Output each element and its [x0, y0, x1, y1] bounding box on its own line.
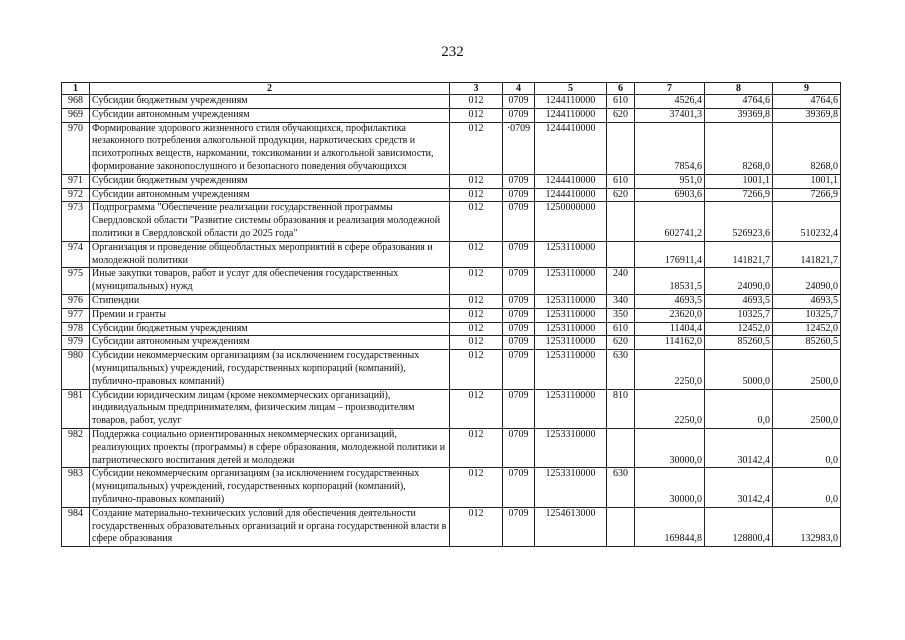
row-code-ministry: 012	[450, 507, 503, 546]
row-code-section: 0709	[503, 308, 535, 322]
row-code-ministry: 012	[450, 202, 503, 241]
row-code-ministry: 012	[450, 468, 503, 507]
table-row	[62, 241, 841, 268]
row-code-target: 1244110000	[535, 95, 607, 109]
row-value-2: 30142,4	[705, 468, 773, 507]
table-row	[62, 507, 841, 546]
row-value-1: 30000,0	[635, 428, 705, 467]
row-code-ministry: 012	[450, 108, 503, 122]
row-code-section: 0709	[503, 174, 535, 188]
row-name: Субсидии автономным учреждениям	[90, 336, 450, 350]
row-code-type	[607, 241, 635, 268]
row-code-target: 1254613000	[535, 507, 607, 546]
row-value-3: 85260,5	[773, 336, 841, 350]
row-value-3: 141821,7	[773, 241, 841, 268]
row-name: Субсидии юридическим лицам (кроме некоммерческих организаций), индивидуальным предпринимателям, физическим лицам – производителям товаров, работ, услуг	[90, 389, 450, 428]
row-code-target: 1253110000	[535, 294, 607, 308]
row-value-3: 24090,0	[773, 268, 841, 295]
table-row	[62, 389, 841, 428]
row-value-3: 4764,6	[773, 95, 841, 109]
row-value-3: 0,0	[773, 468, 841, 507]
row-value-1: 7854,6	[635, 122, 705, 174]
row-code-section: 0709	[503, 108, 535, 122]
row-value-3: 8268,0	[773, 122, 841, 174]
column-header: 2	[90, 83, 450, 95]
row-code-ministry: 012	[450, 428, 503, 467]
page-number: 232	[441, 44, 464, 60]
row-value-2: 30142,4	[705, 428, 773, 467]
row-value-3: 1001,1	[773, 174, 841, 188]
row-value-1: 30000,0	[635, 468, 705, 507]
row-code-target: 1244110000	[535, 108, 607, 122]
row-code-section: 0709	[503, 428, 535, 467]
table-row	[62, 174, 841, 188]
row-code-ministry: 012	[450, 241, 503, 268]
row-number: 983	[62, 468, 90, 507]
row-code-target: 1253110000	[535, 350, 607, 389]
row-name: Субсидии некоммерческим организациям (за исключением государственных (муниципальных) учреждений, государственных корпораций (компаний), публично-правовых компаний)	[90, 468, 450, 507]
row-name: Организация и проведение общеобластных мероприятий в сфере образования и молодежной политики	[90, 241, 450, 268]
row-code-type: 610	[607, 322, 635, 336]
row-value-1: 114162,0	[635, 336, 705, 350]
row-number: 968	[62, 95, 90, 109]
row-number: 973	[62, 202, 90, 241]
row-code-type: 630	[607, 350, 635, 389]
row-code-type	[607, 122, 635, 174]
column-header: 7	[635, 83, 705, 95]
row-code-ministry: 012	[450, 350, 503, 389]
row-value-1: 176911,4	[635, 241, 705, 268]
row-code-section: 0709	[503, 188, 535, 202]
column-header: 1	[62, 83, 90, 95]
row-value-2: 4764,6	[705, 95, 773, 109]
table-row	[62, 95, 841, 109]
row-code-ministry: 012	[450, 122, 503, 174]
row-code-ministry: 012	[450, 188, 503, 202]
row-value-2: 5000,0	[705, 350, 773, 389]
row-value-1: 951,0	[635, 174, 705, 188]
row-number: 970	[62, 122, 90, 174]
row-name: Подпрограмма "Обеспечение реализации государственной программы Свердловской области "Развитие системы образования и реализация молодежной политики в Свердловской области до 2025 года"	[90, 202, 450, 241]
row-code-type: 620	[607, 188, 635, 202]
row-name: Субсидии автономным учреждениям	[90, 108, 450, 122]
table-row	[62, 108, 841, 122]
row-code-target: 1253110000	[535, 241, 607, 268]
row-name: Формирование здорового жизненного стиля обучающихся, профилактика незаконного потребления алкогольной продукции, наркотических средств и психотропных веществ, наркомании, токсикомании и алкогольной зависимости, формирование законопослушного и безопасного поведения обучающихся	[90, 122, 450, 174]
row-code-type: 630	[607, 468, 635, 507]
row-value-1: 6903,6	[635, 188, 705, 202]
row-code-section: 0709	[503, 202, 535, 241]
row-value-1: 4693,5	[635, 294, 705, 308]
row-code-type: 810	[607, 389, 635, 428]
row-code-target: 1244410000	[535, 174, 607, 188]
row-name: Субсидии бюджетным учреждениям	[90, 95, 450, 109]
row-code-type	[607, 428, 635, 467]
row-value-1: 11404,4	[635, 322, 705, 336]
row-value-2: 10325,7	[705, 308, 773, 322]
row-code-type: 610	[607, 174, 635, 188]
row-value-3: 10325,7	[773, 308, 841, 322]
row-value-2: 85260,5	[705, 336, 773, 350]
row-code-ministry: 012	[450, 389, 503, 428]
row-code-section: 0709	[503, 507, 535, 546]
row-number: 981	[62, 389, 90, 428]
row-value-2: 24090,0	[705, 268, 773, 295]
row-name: Субсидии некоммерческим организациям (за исключением государственных (муниципальных) учреждений, государственных корпораций (компаний), публично-правовых компаний)	[90, 350, 450, 389]
row-number: 980	[62, 350, 90, 389]
row-value-1: 23620,0	[635, 308, 705, 322]
row-number: 979	[62, 336, 90, 350]
row-code-target: 1253110000	[535, 308, 607, 322]
row-value-2: 526923,6	[705, 202, 773, 241]
row-number: 977	[62, 308, 90, 322]
row-value-2: 0,0	[705, 389, 773, 428]
table-row	[62, 336, 841, 350]
row-code-section: 0709	[503, 294, 535, 308]
row-code-section: ·0709	[503, 122, 535, 174]
row-value-3: 2500,0	[773, 389, 841, 428]
row-name: Премии и гранты	[90, 308, 450, 322]
table-row	[62, 294, 841, 308]
row-code-type	[607, 202, 635, 241]
row-value-2: 4693,5	[705, 294, 773, 308]
row-value-2: 141821,7	[705, 241, 773, 268]
row-code-ministry: 012	[450, 336, 503, 350]
row-name: Поддержка социально ориентированных некоммерческих организаций, реализующих проекты (программы) в сфере образования, молодежной политики и патриотического воспитания детей и молодежи	[90, 428, 450, 467]
row-code-ministry: 012	[450, 322, 503, 336]
column-header: 8	[705, 83, 773, 95]
row-value-2: 39369,8	[705, 108, 773, 122]
row-number: 974	[62, 241, 90, 268]
row-value-3: 2500,0	[773, 350, 841, 389]
row-value-1: 602741,2	[635, 202, 705, 241]
row-name: Субсидии бюджетным учреждениям	[90, 322, 450, 336]
row-code-section: 0709	[503, 241, 535, 268]
row-code-target: 1244410000	[535, 188, 607, 202]
row-code-section: 0709	[503, 350, 535, 389]
row-value-1: 2250,0	[635, 389, 705, 428]
row-number: 969	[62, 108, 90, 122]
row-value-3: 4693,5	[773, 294, 841, 308]
table-body	[62, 83, 841, 547]
table-row	[62, 188, 841, 202]
row-value-3: 7266,9	[773, 188, 841, 202]
row-name: Стипендии	[90, 294, 450, 308]
table-row	[62, 268, 841, 295]
row-code-target: 1244410000	[535, 122, 607, 174]
row-value-1: 37401,3	[635, 108, 705, 122]
row-code-target: 1253110000	[535, 322, 607, 336]
row-value-1: 18531,5	[635, 268, 705, 295]
row-value-3: 510232,4	[773, 202, 841, 241]
column-header: 6	[607, 83, 635, 95]
column-header: 4	[503, 83, 535, 95]
row-code-ministry: 012	[450, 95, 503, 109]
row-number: 984	[62, 507, 90, 546]
row-value-3: 12452,0	[773, 322, 841, 336]
row-code-target: 1250000000	[535, 202, 607, 241]
row-number: 978	[62, 322, 90, 336]
header-row	[62, 83, 841, 95]
row-code-section: 0709	[503, 336, 535, 350]
row-code-target: 1253110000	[535, 336, 607, 350]
row-code-target: 1253110000	[535, 389, 607, 428]
row-value-3: 0,0	[773, 428, 841, 467]
row-value-2: 8268,0	[705, 122, 773, 174]
row-code-ministry: 012	[450, 268, 503, 295]
row-code-ministry: 012	[450, 308, 503, 322]
row-code-ministry: 012	[450, 294, 503, 308]
row-name: Субсидии автономным учреждениям	[90, 188, 450, 202]
row-number: 982	[62, 428, 90, 467]
row-name: Иные закупки товаров, работ и услуг для обеспечения государственных (муниципальных) нужд	[90, 268, 450, 295]
row-code-type: 350	[607, 308, 635, 322]
column-header: 3	[450, 83, 503, 95]
row-value-2: 7266,9	[705, 188, 773, 202]
row-value-2: 128800,4	[705, 507, 773, 546]
table-row	[62, 468, 841, 507]
row-value-3: 132983,0	[773, 507, 841, 546]
table-row	[62, 308, 841, 322]
row-code-section: 0709	[503, 95, 535, 109]
row-code-type: 620	[607, 336, 635, 350]
row-code-type: 340	[607, 294, 635, 308]
row-code-section: 0709	[503, 322, 535, 336]
row-code-target: 1253310000	[535, 468, 607, 507]
row-code-type: 240	[607, 268, 635, 295]
row-value-2: 1001,1	[705, 174, 773, 188]
row-code-target: 1253310000	[535, 428, 607, 467]
row-value-2: 12452,0	[705, 322, 773, 336]
row-value-1: 2250,0	[635, 350, 705, 389]
row-code-section: 0709	[503, 468, 535, 507]
column-header: 9	[773, 83, 841, 95]
row-code-ministry: 012	[450, 174, 503, 188]
table-row	[62, 322, 841, 336]
table-row	[62, 122, 841, 174]
row-name: Создание материально-технических условий для обеспечения деятельности государственных образовательных организаций и органа государственной власти в сфере образования	[90, 507, 450, 546]
row-value-1: 169844,8	[635, 507, 705, 546]
table-row	[62, 350, 841, 389]
table-row	[62, 202, 841, 241]
table-row	[62, 428, 841, 467]
column-header: 5	[535, 83, 607, 95]
row-number: 975	[62, 268, 90, 295]
row-code-section: 0709	[503, 268, 535, 295]
row-number: 976	[62, 294, 90, 308]
budget-table	[61, 82, 841, 547]
row-value-1: 4526,4	[635, 95, 705, 109]
row-code-type: 610	[607, 95, 635, 109]
row-name: Субсидии бюджетным учреждениям	[90, 174, 450, 188]
row-code-type	[607, 507, 635, 546]
row-number: 972	[62, 188, 90, 202]
row-code-section: 0709	[503, 389, 535, 428]
row-value-3: 39369,8	[773, 108, 841, 122]
row-code-type: 620	[607, 108, 635, 122]
row-code-target: 1253110000	[535, 268, 607, 295]
row-number: 971	[62, 174, 90, 188]
